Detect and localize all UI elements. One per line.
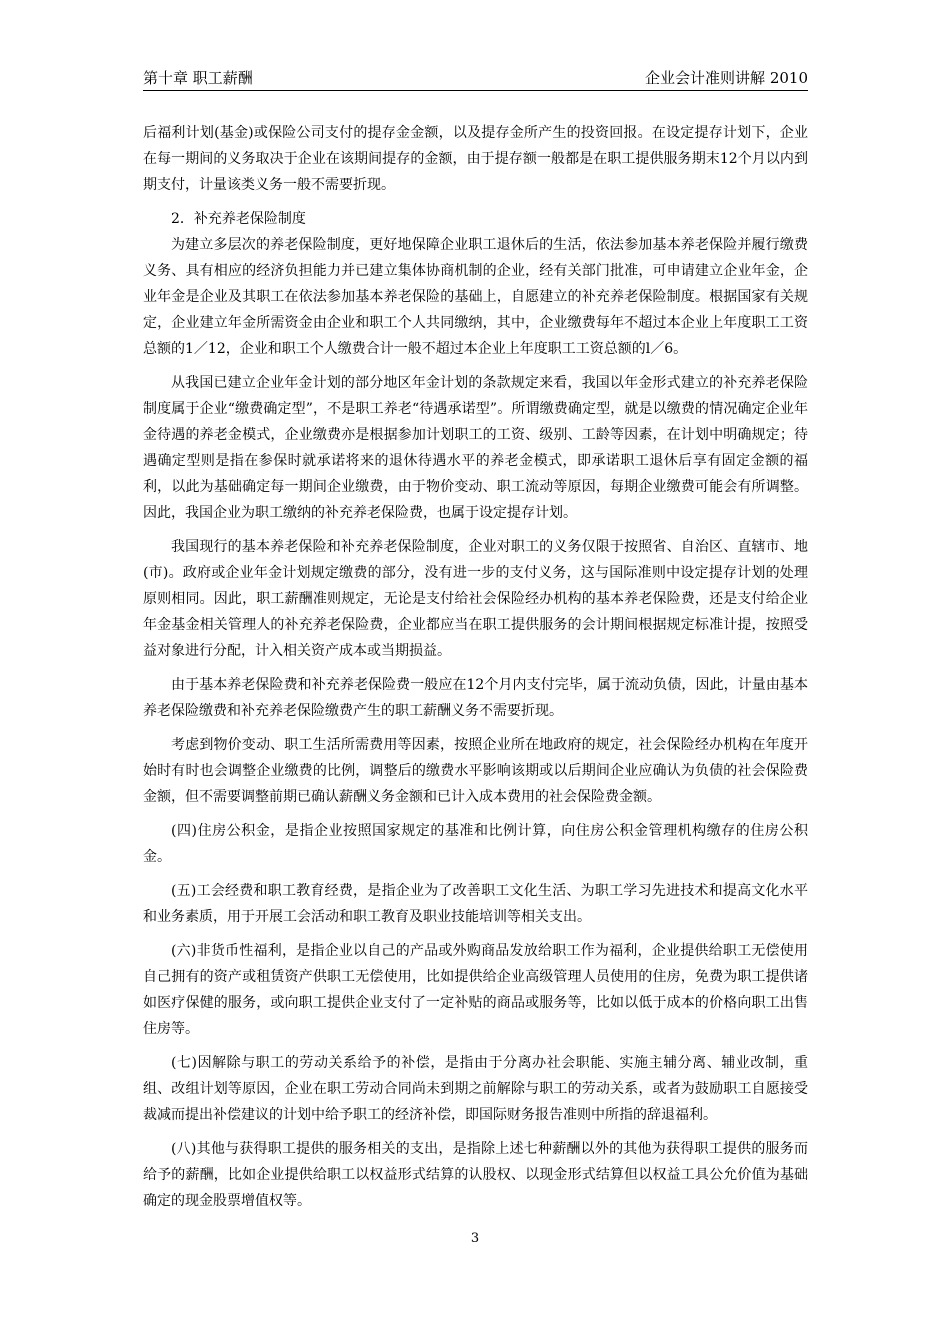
- section-heading-supplementary-pension: 2．补充养老保险制度: [171, 211, 306, 227]
- page-number: 3: [470, 1231, 480, 1246]
- paragraph-termination-benefits: (七)因解除与职工的劳动关系给予的补偿，是指由于分离办社会职能、实施主辅分离、辅业改制，重组、改组计划等原因，企业在职工劳动合同尚未到期之前解除与职工的劳动关系，或者为鼓励职工自愿接受裁减而提出补偿建议的计划中给予职工的经济补偿，即国际财务报告准则中所指的辞退福利。: [143, 1055, 808, 1123]
- page-header: [143, 66, 808, 91]
- paragraph: 考虑到物价变动、职工生活所需费用等因素，按照企业所在地政府的规定，社会保险经办机构在年度开始时有时也会调整企业缴费的比例，调整后的缴费水平影响该期或以后期间企业应确认为负债的社会保险费金额，但不需要调整前期已确认薪酬义务金额和已计入成本费用的社会保险费金额。: [143, 737, 808, 805]
- paragraph-housing-fund: (四)住房公积金，是指企业按照国家规定的基准和比例计算，向住房公积金管理机构缴存的住房公积金。: [143, 823, 808, 865]
- body-text: [143, 120, 808, 1222]
- header-book-title: 企业会计准则讲解 2010: [645, 69, 808, 87]
- paragraph: 我国现行的基本养老保险和补充养老保险制度，企业对职工的义务仅限于按照省、自治区、直辖市、地(市)。政府或企业年金计划规定缴费的部分，没有进一步的支付义务，这与国际准则中设定提存计划的处理原则相同。因此，职工薪酬准则规定，无论是支付给社会保险经办机构的基本养老保险费，还是支付给企业年金基金相关管理人的补充养老保险费，企业都应当在职工提供服务的会计期间根据规定标准计提，按照受益对象进行分配，计入相关资产成本或当期损益。: [143, 539, 808, 659]
- paragraph: 为建立多层次的养老保险制度，更好地保障企业职工退休后的生活，依法参加基本养老保险并履行缴费义务、具有相应的经济负担能力并已建立集体协商机制的企业，经有关部门批准，可申请建立企业年金，企业年金是企业及其职工在依法参加基本养老保险的基础上，自愿建立的补充养老保险制度。根据国家有关规定，企业建立年金所需资金由企业和职工个人共同缴纳，其中，企业缴费每年不超过本企业上年度职工工资总额的1／12，企业和职工个人缴费合计一般不超过本企业上年度职工工资总额的l／6。: [143, 237, 808, 357]
- paragraph: 由于基本养老保险费和补充养老保险费一般应在12个月内支付完毕，属于流动负债，因此，计量由基本养老保险缴费和补充养老保险缴费产生的职工薪酬义务不需要折现。: [143, 677, 808, 719]
- paragraph-continuation: 后福利计划(基金)或保险公司支付的提存金金额，以及提存金所产生的投资回报。在设定提存计划下，企业在每一期间的义务取决于企业在该期间提存的金额，由于提存额一般都是在职工提供服务期末12个月以内到期支付，计量该类义务一般不需要折现。: [143, 125, 808, 193]
- paragraph: 从我国已建立企业年金计划的部分地区年金计划的条款规定来看，我国以年金形式建立的补充养老保险制度属于企业“缴费确定型”，不是职工养老“待遇承诺型”。所谓缴费确定型，就是以缴费的情况确定企业年金待遇的养老金模式，企业缴费亦是根据参加计划职工的工资、级别、工龄等因素，在计划中明确规定；待遇确定型则是指在参保时就承诺将来的退休待遇水平的养老金模式，即承诺职工退休后享有固定金额的福利，以此为基础确定每一期间企业缴费，由于物价变动、职工流动等原因，每期企业缴费可能会有所调整。因此，我国企业为职工缴纳的补充养老保险费，也属于设定提存计划。: [143, 375, 808, 521]
- paragraph-other-expenses: (八)其他与获得职工提供的服务相关的支出，是指除上述七种薪酬以外的其他为获得职工提供的服务而给予的薪酬，比如企业提供给职工以权益形式结算的认股权、以现金形式结算但以权益工具公允价值为基础确定的现金股票增值权等。: [143, 1141, 808, 1209]
- header-chapter-title: 第十章 职工薪酬: [143, 69, 253, 87]
- paragraph-union-education: (五)工会经费和职工教育经费，是指企业为了改善职工文化生活、为职工学习先进技术和提高文化水平和业务素质，用于开展工会活动和职工教育及职业技能培训等相关支出。: [143, 883, 808, 925]
- paragraph-non-monetary-benefits: (六)非货币性福利，是指企业以自己的产品或外购商品发放给职工作为福利，企业提供给职工无偿使用自己拥有的资产或租赁资产供职工无偿使用，比如提供给企业高级管理人员使用的住房，免费为职工提供诸如医疗保健的服务，或向职工提供企业支付了一定补贴的商品或服务等，比如以低于成本的价格向职工出售住房等。: [143, 943, 808, 1037]
